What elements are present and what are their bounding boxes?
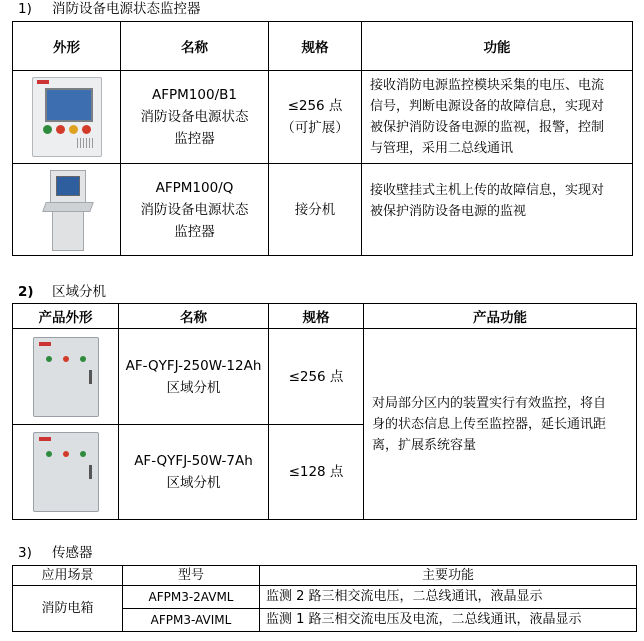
table-row <box>13 71 633 164</box>
header-spec: 规格 <box>269 304 364 329</box>
header-appearance: 外形 <box>13 22 121 71</box>
table-row <box>13 586 637 609</box>
product-spec: ≤256 点 （可扩展） <box>269 71 362 164</box>
table-row <box>13 329 637 425</box>
product-image-cell <box>13 329 119 425</box>
product-spec: ≤128 点 <box>269 425 364 520</box>
product-spec: ≤256 点 <box>269 329 364 425</box>
area-extension-cabinet-icon <box>33 337 99 417</box>
header-scene: 应用场景 <box>13 566 123 586</box>
header-name: 名称 <box>119 304 269 329</box>
section1-table <box>12 21 633 256</box>
sensor-function: 监测 1 路三相交流电压及电流，二总线通讯，液晶显示 <box>260 609 637 632</box>
product-name: AFPM100/Q 消防设备电源状态 监控器 <box>121 164 269 256</box>
sensor-model: AFPM3-2AVML <box>123 586 260 609</box>
header-product-function: 产品功能 <box>364 304 637 329</box>
header-spec: 规格 <box>269 22 362 71</box>
product-image-cell <box>13 425 119 520</box>
product-image-cell <box>13 164 121 256</box>
monitor-wall-unit-icon <box>32 77 102 157</box>
application-scene: 消防电箱 <box>13 586 123 632</box>
product-function: 接收壁挂式主机上传的故障信息，实现对 被保护消防设备电源的监视 <box>362 164 633 256</box>
header-model: 型号 <box>123 566 260 586</box>
monitor-console-unit-icon <box>44 170 90 250</box>
product-name: AFPM100/B1 消防设备电源状态 监控器 <box>121 71 269 164</box>
product-spec: 接分机 <box>269 164 362 256</box>
sensor-model: AFPM3-AVIML <box>123 609 260 632</box>
header-main-function: 主要功能 <box>260 566 637 586</box>
area-extension-cabinet-icon <box>33 432 99 512</box>
section1-title: 1) 消防设备电源状态监控器 <box>18 1 201 17</box>
sensor-function: 监测 2 路三相交流电压，二总线通讯，液晶显示 <box>260 586 637 609</box>
product-name: AF-QYFJ-50W-7Ah 区域分机 <box>119 425 269 520</box>
product-name: AF-QYFJ-250W-12Ah 区域分机 <box>119 329 269 425</box>
header-product-appearance: 产品外形 <box>13 304 119 329</box>
section2-title: 2) 区域分机 <box>18 284 106 300</box>
header-name: 名称 <box>121 22 269 71</box>
product-function: 接收消防电源监控模块采集的电压、电流 信号，判断电源设备的故障信息，实现对 被保护消防设备电源的监视，报警，控制 与管理，采用二总线通讯 <box>362 71 633 164</box>
section3-table <box>12 565 637 632</box>
section2-table <box>12 303 637 520</box>
section3-title: 3) 传感器 <box>18 545 93 561</box>
product-function: 对局部分区内的装置实行有效监控，将自 身的状态信息上传至监控器，延长通讯距 离，扩展系统容量 <box>364 329 637 520</box>
header-function: 功能 <box>362 22 633 71</box>
table-row <box>13 164 633 256</box>
product-image-cell <box>13 71 121 164</box>
